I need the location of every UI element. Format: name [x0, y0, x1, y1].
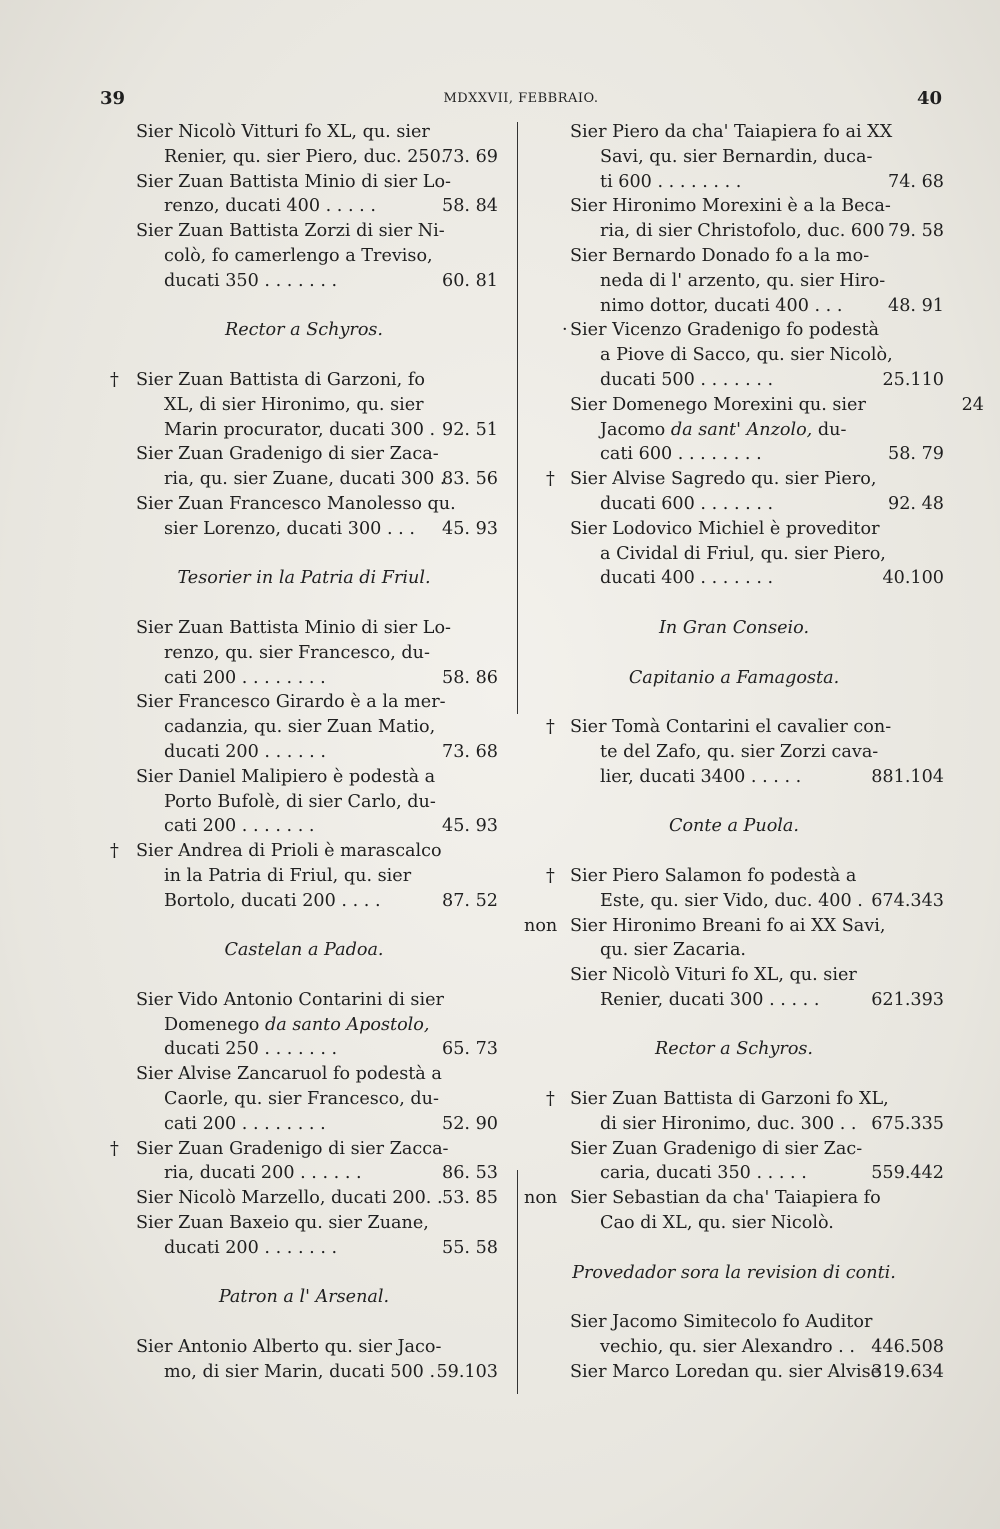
amount: 74. 68 [888, 171, 944, 192]
list-entry: Sier Antonio Alberto qu. sier Jaco- mo, di sier Marin, ducati 500 . 59.103 [96, 1335, 512, 1385]
list-entry: Sier Hironimo Morexini è a la Beca- ria, di sier Christofolo, duc. 600 79. 58 [524, 194, 944, 244]
list-entry: Sier Zuan Francesco Manolesso qu. sier Lorenzo, ducati 300 . . . 45. 93 [96, 492, 512, 542]
list-entry: non Sier Sebastian da cha' Taiapiera fo Cao di XL, qu. sier Nicolò. [524, 1188, 881, 1234]
list-entry: Sier Nicolò Marzello, ducati 200. . 53. 85 [96, 1186, 512, 1211]
dot-mark: · [562, 320, 568, 341]
amount: 87. 52 [442, 890, 498, 911]
list-entry: Sier Bernardo Donado fo a la mo- neda di l' arzento, qu. sier Hiro- nimo dottor, ducati 400 . . . 48. 91 [524, 244, 944, 318]
list-entry: Sier Alvise Zancaruol fo podestà a Caorle, qu. sier Francesco, du- cati 200 . . . . . . . . 52. 90 [96, 1062, 512, 1136]
amount: 92. 51 [442, 419, 498, 440]
amount: 58. 86 [442, 667, 498, 688]
amount: 65. 73 [442, 1039, 498, 1060]
left-page-number: 39 [100, 88, 126, 109]
dagger-mark: † [110, 369, 119, 390]
list-entry: Sier Marco Loredan qu. sier Alvise . 319.634 [524, 1360, 944, 1385]
dagger-mark: † [110, 1138, 119, 1159]
section-heading: Castelan a Padoa. [224, 940, 384, 961]
list-entry: Sier Daniel Malipiero è podestà a Porto Bufolè, di sier Carlo, du- cati 200 . . . . . . . 45. 93 [96, 765, 512, 839]
section-heading: Provedador sora la revision di conti. [572, 1262, 896, 1283]
section-heading: Tesorier in la Patria di Friul. [177, 568, 431, 589]
non-mark: non [524, 1188, 558, 1209]
list-entry: † Sier Piero Salamon fo podestà a Este, qu. sier Vido, duc. 400 . 674.343 [524, 864, 944, 914]
dagger-mark: † [546, 1089, 555, 1110]
dagger-mark: † [546, 865, 555, 886]
amount: 52. 90 [442, 1113, 498, 1134]
section-heading: Rector a Schyros. [224, 320, 384, 341]
section-heading: Rector a Schyros. [654, 1039, 814, 1060]
amount: 60. 81 [442, 270, 498, 291]
amount: 79. 58 [888, 221, 944, 242]
amount: 59.103 [436, 1361, 498, 1382]
left-column [96, 120, 512, 1385]
list-entry: Sier Lodovico Michiel è proveditor a Cividal di Friul, qu. sier Piero, ducati 400 . . . . . . . 40.100 [524, 517, 944, 591]
margin-note: 24 [961, 394, 984, 415]
dagger-mark: † [546, 717, 555, 738]
list-entry: Sier Zuan Baxeio qu. sier Zuane, ducati 200 . . . . . . . 55. 58 [96, 1211, 512, 1261]
right-page-number: 40 [916, 88, 942, 109]
list-entry: † Sier Tomà Contarini el cavalier con- te del Zafo, qu. sier Zorzi cava- lier, ducati 3400 . . . . . 881.104 [524, 715, 944, 789]
amount: 559.442 [871, 1163, 944, 1184]
list-entry: † Sier Zuan Gradenigo di sier Zacca- ria, ducati 200 . . . . . . 86. 53 [96, 1137, 512, 1187]
list-entry: Sier Zuan Battista Minio di sier Lo- renzo, ducati 400 . . . . . 58. 84 [96, 170, 512, 220]
amount: 45. 93 [442, 518, 498, 539]
list-entry: Sier Zuan Gradenigo di sier Zaca- ria, qu. sier Zuane, ducati 300 . 83. 56 [96, 442, 512, 492]
amount: 92. 48 [888, 493, 944, 514]
amount: 674.343 [871, 890, 944, 911]
right-column [524, 120, 984, 1385]
section-heading: Capitanio a Famagosta. [628, 667, 840, 688]
list-entry: Sier Nicolò Vitturi fo XL, qu. sier Renier, qu. sier Piero, duc. 250. 73. 69 [96, 120, 512, 170]
list-entry: Sier Vido Antonio Contarini di sier Domenego da santo Apostolo, ducati 250 . . . . . . . 65. 73 [96, 988, 512, 1062]
running-header [100, 88, 942, 114]
amount: 40.100 [882, 568, 944, 589]
list-entry: Sier Zuan Gradenigo di sier Zac- caria, ducati 350 . . . . . 559.442 [524, 1137, 944, 1187]
amount: 53. 85 [442, 1188, 498, 1209]
list-entry: Sier Domenego Morexini qu. sier 24 Jacomo da sant' Anzolo, du- cati 600 . . . . . . . . 58. 79 [524, 393, 944, 467]
amount: 45. 93 [442, 816, 498, 837]
amount: 86. 53 [442, 1163, 498, 1184]
running-title: MDXXVII, FEBBRAIO. [443, 91, 599, 106]
list-entry: † Sier Zuan Battista di Garzoni, fo XL, di sier Hironimo, qu. sier Marin procurator, ducati 300 . 92. 51 [96, 368, 512, 442]
amount: 881.104 [871, 766, 944, 787]
section-heading: Conte a Puola. [668, 816, 799, 837]
list-entry: Sier Francesco Girardo è a la mer- cadanzia, qu. sier Zuan Matio, ducati 200 . . . . . . 73. 68 [96, 690, 512, 764]
amount: 73. 69 [442, 146, 498, 167]
section-heading: Patron a l' Arsenal. [218, 1287, 390, 1308]
amount: 25.110 [882, 369, 944, 390]
list-entry: † Sier Alvise Sagredo qu. sier Piero, ducati 600 . . . . . . . 92. 48 [524, 467, 944, 517]
column-divider-bottom [517, 1170, 518, 1394]
amount: 83. 56 [442, 469, 498, 490]
list-entry: † Sier Zuan Battista di Garzoni fo XL, di sier Hironimo, duc. 300 . . 675.335 [524, 1087, 944, 1137]
list-entry: · Sier Vicenzo Gradenigo fo podestà a Piove di Sacco, qu. sier Nicolò, ducati 500 . . . . . . . 25.110 [524, 318, 944, 392]
list-entry: † Sier Andrea di Prioli è marascalco in la Patria di Friul, qu. sier Bortolo, ducati 200 . . . . 87. 52 [96, 839, 512, 913]
amount: 621.393 [871, 989, 944, 1010]
column-divider-top [517, 122, 518, 714]
amount: 58. 79 [888, 444, 944, 465]
amount: 319.634 [871, 1361, 944, 1382]
list-entry: Sier Zuan Battista Zorzi di sier Ni- colò, fo camerlengo a Treviso, ducati 350 . . . . . . . 60. 81 [96, 219, 512, 293]
amount: 58. 84 [442, 196, 498, 217]
list-entry: Sier Nicolò Vituri fo XL, qu. sier Renier, ducati 300 . . . . . 621.393 [524, 963, 944, 1013]
amount: 73. 68 [442, 741, 498, 762]
list-entry: Sier Piero da cha' Taiapiera fo ai XX Savi, qu. sier Bernardin, duca- ti 600 . . . . . . . . 74. 68 [524, 120, 944, 194]
list-entry: Sier Zuan Battista Minio di sier Lo- renzo, qu. sier Francesco, du- cati 200 . . . . . . . . 58. 86 [96, 616, 512, 690]
list-entry: non Sier Hironimo Breani fo ai XX Savi, qu. sier Zacaria. [524, 915, 886, 961]
amount: 446.508 [871, 1337, 944, 1358]
amount: 48. 91 [888, 295, 944, 316]
list-entry: Sier Jacomo Simitecolo fo Auditor vechio, qu. sier Alexandro . . 446.508 [524, 1310, 944, 1360]
non-mark: non [524, 915, 558, 936]
amount: 675.335 [871, 1113, 944, 1134]
dagger-mark: † [110, 841, 119, 862]
dagger-mark: † [546, 469, 555, 490]
amount: 55. 58 [442, 1237, 498, 1258]
section-heading: In Gran Conseio. [658, 617, 810, 638]
